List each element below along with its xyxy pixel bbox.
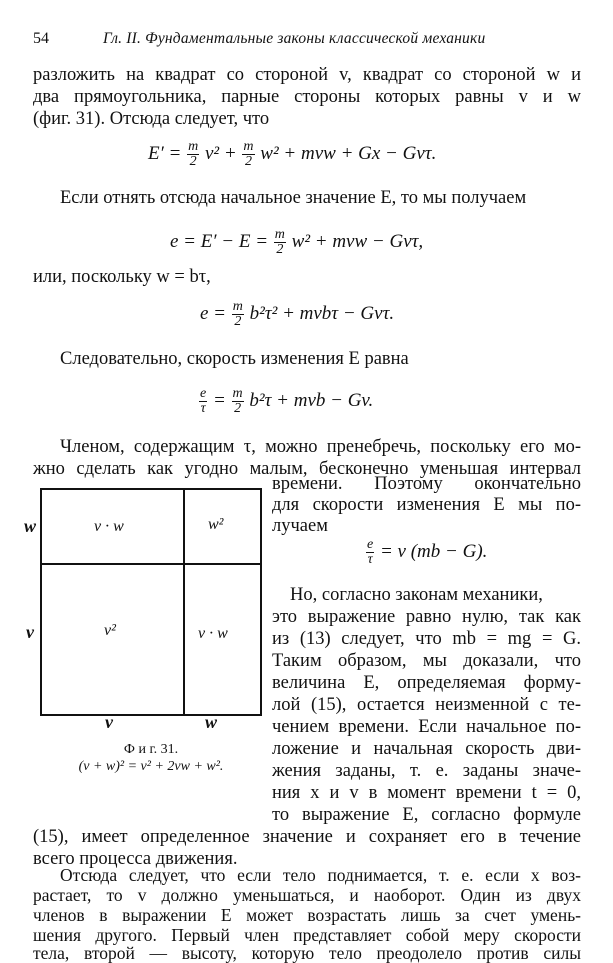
cell-top-left: v · w	[94, 518, 124, 535]
text-line: членов в выражении E может возрастать лишь за счет умень-	[33, 905, 581, 925]
text-line: шения другого. Первый член представляет собой меру скорости	[33, 925, 581, 945]
fraction-numerator: e	[200, 386, 207, 401]
text-line: Если отнять отсюда начальное значение E, то мы получаем	[60, 188, 527, 208]
divider-horizontal	[42, 563, 260, 565]
text-line: Но, согласно законам механики,	[290, 585, 543, 605]
fraction-denominator: 2	[244, 154, 252, 169]
cell-bottom-right: v · w	[198, 625, 228, 642]
text-line: растает, то v должно уменьшаться, и наоборот. Один из двух	[33, 885, 581, 905]
fraction-numerator: e	[367, 537, 374, 552]
formula-part: v² +	[204, 142, 237, 164]
divider-vertical	[183, 490, 185, 714]
text-line: (15), имеет определенное значение и сохраняет его в течение	[33, 827, 581, 847]
text-line: времени. Поэтому окончательно	[272, 474, 581, 494]
formula-part: b²τ² + mvbτ − Gvτ.	[249, 302, 395, 324]
text-line: Таким образом, мы доказали, что	[272, 651, 581, 671]
axis-label-w-bottom: w	[205, 712, 218, 732]
formula-energy	[148, 140, 436, 169]
fraction	[187, 140, 199, 169]
figure-31-square	[40, 488, 262, 716]
formula-part: e = E′ − E =	[170, 230, 269, 252]
page-header	[33, 30, 581, 52]
axis-label-v-bottom: v	[105, 712, 113, 732]
fraction-denominator: 2	[189, 154, 197, 169]
text-line: всего процесса движения.	[33, 849, 238, 869]
fraction-denominator: 2	[276, 242, 284, 257]
text-line: для скорости изменения E мы по-	[272, 495, 581, 515]
formula-part: b²τ + mvb − Gv.	[249, 389, 374, 411]
fraction-denominator: τ	[200, 401, 206, 416]
text-line: то выражение E, согласно формуле	[272, 805, 581, 825]
text-line: ния x и v в момент времени t = 0,	[272, 783, 581, 803]
fraction-numerator: m	[274, 227, 285, 242]
formula-substituted	[200, 300, 394, 329]
page-number: 54	[33, 30, 49, 47]
figure-caption-title: Ф и г. 31.	[123, 742, 179, 757]
text-line: лой (15), остается неизменной с те-	[272, 695, 581, 715]
text-line: ложение и начальная скорость дви-	[272, 739, 581, 759]
text-line: жения заданы, т. е. заданы значе-	[272, 761, 581, 781]
text-line: лучаем	[272, 516, 328, 536]
text-line: жно сделать как угодно малым, бесконечно уменьшая интервал	[33, 459, 581, 479]
fraction-numerator: m	[188, 139, 199, 154]
fraction	[274, 228, 286, 257]
text-line: чением времени. Если начальное по-	[272, 717, 581, 737]
formula-part: E′ =	[148, 142, 182, 164]
text-line: Следовательно, скорость изменения E равна	[60, 349, 409, 369]
formula-final-rate	[365, 538, 487, 567]
running-head: Гл. II. Фундаментальные законы классической механики	[103, 30, 486, 47]
fraction	[232, 300, 244, 329]
cell-top-right: w²	[208, 516, 224, 533]
formula-part: w² + mvw + Gx − Gvτ.	[260, 142, 437, 164]
fraction-denominator: 2	[234, 314, 242, 329]
text-line: Членом, содержащим τ, можно пренебречь, поскольку его мо-	[60, 437, 581, 457]
fraction-denominator: 2	[234, 401, 242, 416]
formula-part: e =	[200, 302, 227, 324]
fraction	[232, 387, 244, 416]
text-line: или, поскольку w = bτ,	[33, 267, 211, 287]
text-line: два прямоугольника, парные стороны которых равны v и w	[33, 87, 581, 107]
formula-rate: $\frac{e}{\tau}$ = $\frac{m}{2}$ b²τ + mvb − Gv.	[200, 386, 374, 416]
text-line: (фиг. 31). Отсюда следует, что	[33, 109, 270, 129]
formula-difference	[170, 228, 423, 257]
fraction-denominator: τ	[367, 552, 373, 567]
axis-label-w-left: w	[24, 516, 37, 536]
fraction-numerator: m	[243, 139, 254, 154]
cell-bottom-left: v²	[104, 622, 116, 639]
fraction	[242, 140, 254, 169]
fraction	[199, 387, 207, 416]
formula-part: = v (mb − G).	[379, 540, 488, 562]
text-line: тела, второй — высоту, которую тело преодолело против силы	[33, 943, 581, 963]
fraction-numerator: m	[232, 299, 243, 314]
text-line: из (13) следует, что mb = mg = G.	[272, 629, 581, 649]
fraction-numerator: m	[232, 386, 243, 401]
text-line: это выражение равно нулю, так как	[272, 607, 581, 627]
text-line: разложить на квадрат со стороной v, квадрат со стороной w и	[33, 65, 581, 85]
figure-caption-formula: (v + w)² = v² + 2vw + w².	[78, 759, 224, 774]
axis-label-v-left: v	[26, 622, 34, 642]
fraction	[366, 538, 374, 567]
text-line: величина E, определяемая форму-	[272, 673, 581, 693]
formula-part: w² + mvw − Gvτ,	[291, 230, 424, 252]
text-line: Отсюда следует, что если тело поднимается, т. е. если x воз-	[60, 865, 581, 885]
